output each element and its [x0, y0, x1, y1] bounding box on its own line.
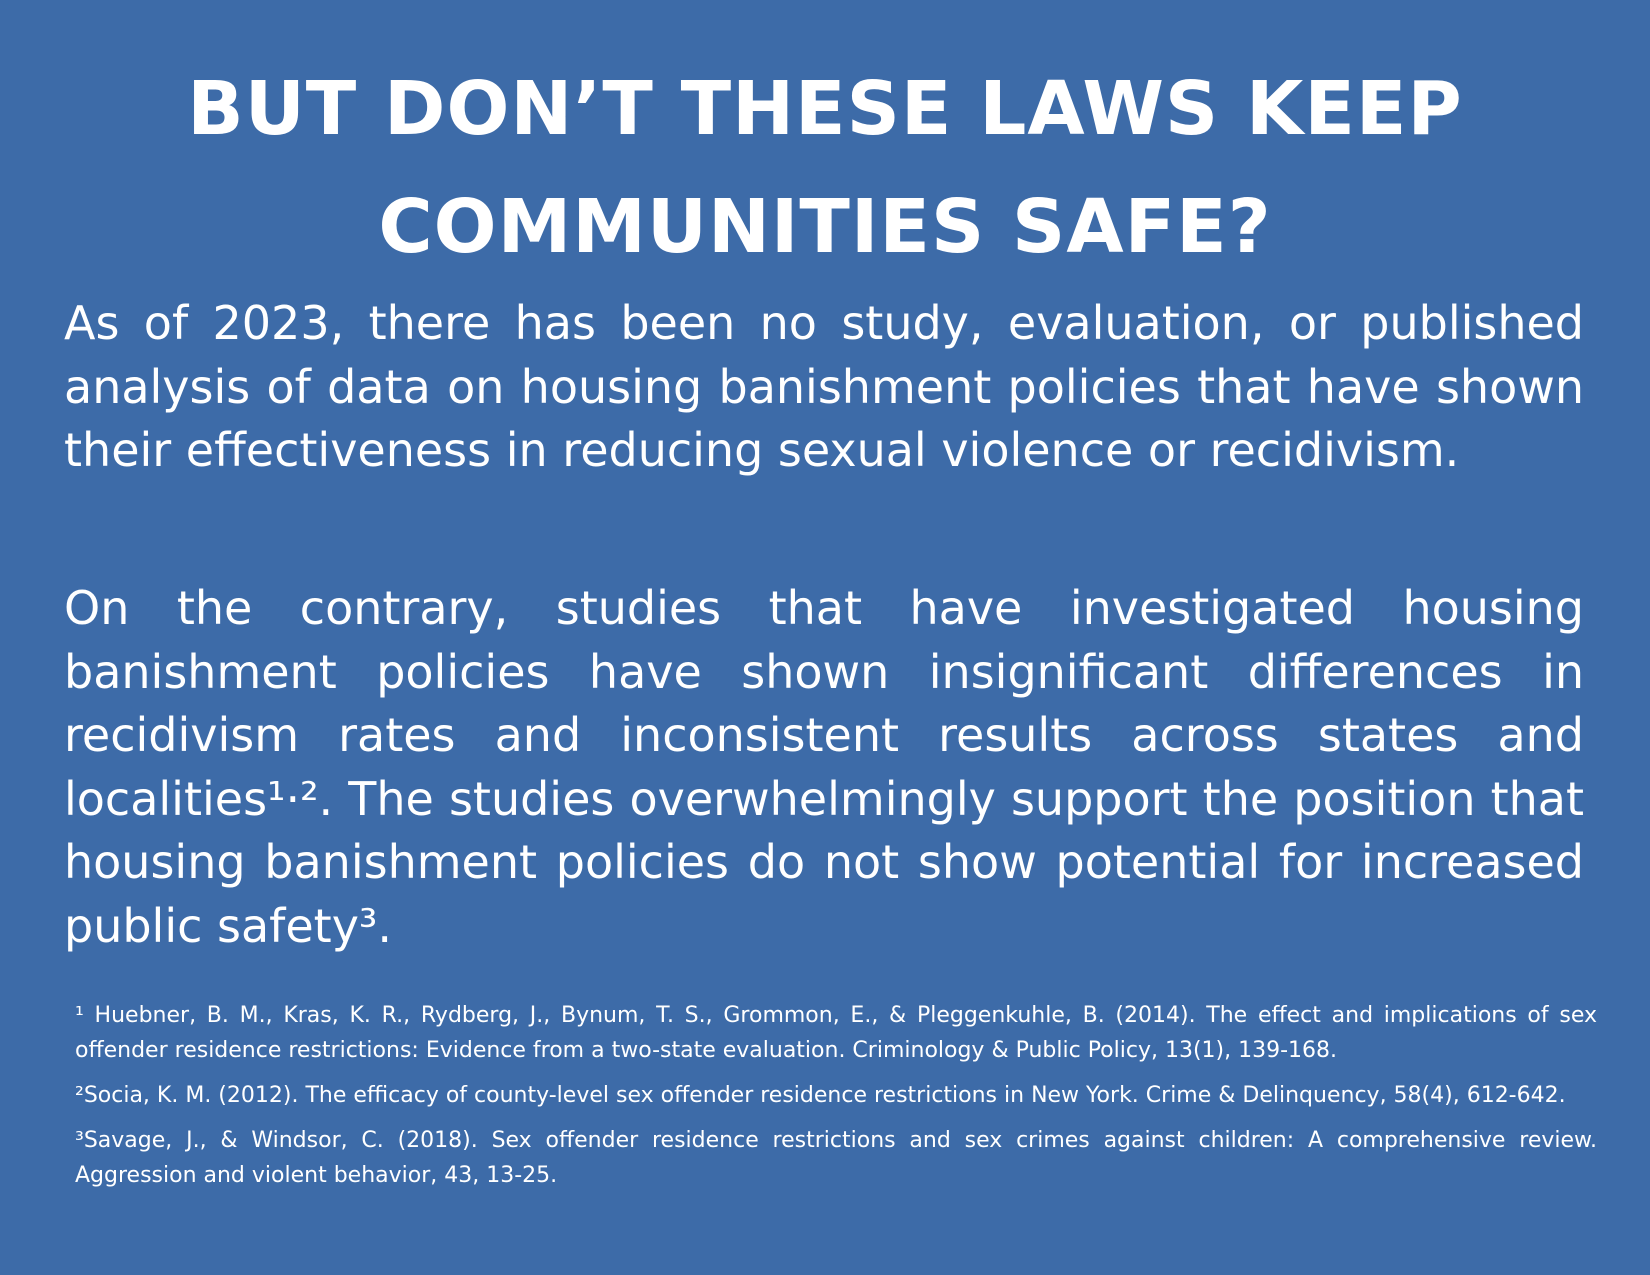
page-title-line-2: COMMUNITIES SAFE?	[378, 184, 1272, 270]
body-paragraph-2: On the contrary, studies that have investigated housing banishment policies have shown insignificant differences in recidivism rates and inconsistent results across states and localities¹·². The studies overwhelmingly support the position that housing banishment policies do not show potential for increased public safety³.	[64, 581, 1584, 953]
footnote-2: ²Socia, K. M. (2012). The efficacy of county-level sex offender residence restrictions in New York. Crime & Delinquency, 58(4), 612-642.	[75, 1083, 1566, 1108]
page-title-line-1: BUT DON’T THESE LAWS KEEP	[187, 66, 1463, 152]
footnote-1: ¹ Huebner, B. M., Kras, K. R., Rydberg, J., Bynum, T. S., Grommon, E., & Pleggenkuhle, B. (2014). The effect and implications of sex offender residence restrictions: Evidence from a two-state evaluation. Criminology & Public Policy, 13(1), 139-168.	[75, 1003, 1597, 1063]
body-paragraph-1: As of 2023, there has been no study, evaluation, or published analysis of data on housing banishment policies that have shown their effectiveness in reducing sexual violence or recidivism.	[64, 296, 1584, 477]
footnote-3: ³Savage, J., & Windsor, C. (2018). Sex offender residence restrictions and sex crimes against children: A comprehensive review. Aggression and violent behavior, 43, 13-25.	[75, 1128, 1597, 1188]
page-title	[60, 50, 1590, 286]
footnotes	[75, 998, 1597, 1203]
